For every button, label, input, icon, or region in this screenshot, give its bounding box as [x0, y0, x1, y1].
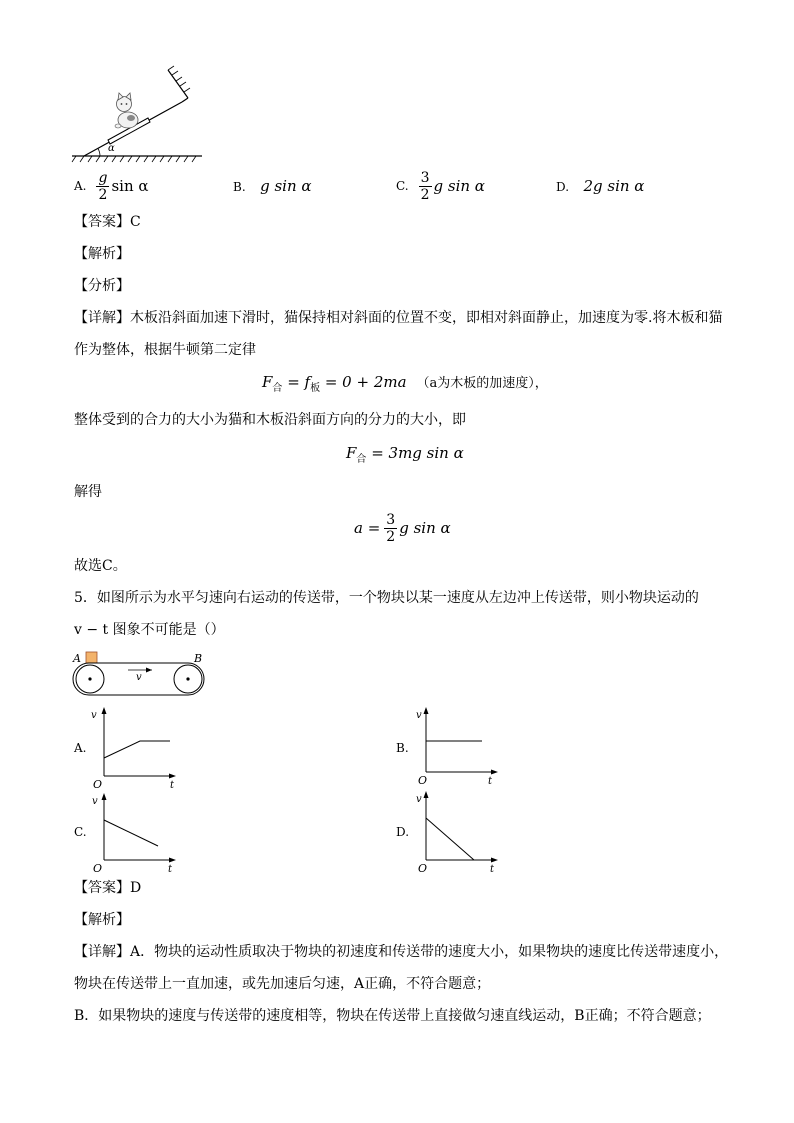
belt-label-b: B	[194, 652, 203, 665]
answer-tag: 【答案】	[74, 880, 130, 896]
fraction	[419, 170, 432, 203]
q5-stem-line1: 5．如图所示为水平匀速向右运动的传送带，一个物块以某一速度从左边冲上传送带，则小物块运动的	[74, 590, 699, 606]
q5-analysis-tag: 【解析】	[74, 912, 130, 928]
q5-stem-line2: v − t 图象不可能是（）	[74, 622, 225, 638]
axis-v-label: v	[416, 794, 422, 805]
answer-value: C	[130, 214, 141, 230]
equation-3	[354, 508, 451, 548]
eq-subscript: 合	[356, 454, 367, 465]
eq-subscript: 板	[310, 383, 321, 394]
option-letter: B.	[233, 180, 246, 194]
axis-origin-label: O	[93, 862, 103, 874]
q5-detail-a2: 物块在传送带上一直加速，或先加速后匀速，A正确，不符合题意；	[74, 976, 491, 992]
fraction-numerator: 3	[420, 169, 430, 186]
q5-answer	[74, 878, 141, 898]
eq-rhs: g sin α	[399, 519, 451, 537]
axis-origin-label: O	[418, 862, 428, 872]
vt-curve	[426, 818, 474, 860]
fraction-denominator: 2	[98, 186, 108, 203]
detail-tag: 【详解】	[74, 944, 130, 960]
belt-label-a: A	[73, 652, 81, 665]
q4-answer	[74, 212, 141, 232]
fraction-denominator: 2	[420, 186, 430, 203]
q4-detail-line2: 作为整体，根据牛顿第二定律	[74, 342, 256, 358]
vt-curve	[104, 741, 170, 758]
angle-label: α	[108, 143, 115, 154]
eq-subscript: 合	[272, 383, 283, 394]
belt-velocity-label: v	[136, 672, 142, 683]
axis-v-label: v	[416, 710, 422, 721]
option-letter: C.	[396, 179, 409, 193]
graph-b-letter: B.	[396, 741, 409, 755]
eq-symbol: F	[262, 373, 273, 391]
eq-rhs: = 3mg sin α	[366, 444, 464, 462]
incline-cat-figure	[70, 60, 210, 165]
option-expr: g sin α	[433, 177, 485, 195]
graph-d	[410, 788, 502, 872]
eq-note: （a为木板的加速度），	[416, 376, 548, 391]
eq-symbol: = f	[282, 373, 311, 391]
q4-detail-line1	[74, 308, 722, 328]
equation-2	[346, 444, 464, 465]
axis-t-label: t	[170, 780, 175, 788]
axis-origin-label: O	[93, 778, 103, 788]
conveyor-belt-figure	[70, 648, 210, 700]
block	[86, 652, 97, 663]
axis-origin-label: O	[418, 774, 428, 787]
fraction-numerator: g	[98, 169, 108, 186]
answer-tag: 【答案】	[74, 214, 130, 230]
fraction-denominator: 2	[386, 528, 396, 545]
axis-t-label: t	[488, 776, 493, 787]
graph-b	[410, 704, 502, 788]
option-expr: sin α	[111, 177, 149, 195]
cat-icon	[115, 93, 138, 128]
option-a	[74, 168, 149, 204]
option-expr: g sin α	[260, 177, 312, 195]
q4-jiede: 解得	[74, 484, 102, 500]
axis-t-label: t	[490, 864, 495, 872]
fraction-numerator: 3	[386, 511, 396, 528]
graph-c-letter: C.	[74, 825, 87, 839]
q4-guxuan: 故选C。	[74, 558, 127, 574]
option-c	[396, 168, 485, 204]
axis-t-label: t	[168, 864, 173, 874]
axis-v-label: v	[92, 796, 98, 807]
axis-v-label: v	[91, 710, 97, 721]
option-d	[556, 176, 644, 197]
option-letter: D.	[556, 180, 570, 194]
vt-curve	[104, 820, 158, 846]
detail-tag: 【详解】	[74, 310, 130, 326]
q4-analysis-tag: 【解析】	[74, 246, 130, 262]
option-letter: A.	[74, 179, 87, 193]
detail-text: 木板沿斜面加速下滑时，猫保持相对斜面的位置不变，即相对斜面静止，加速度为零.将木板和猫	[130, 310, 723, 326]
q4-fenxi-tag: 【分析】	[74, 278, 130, 294]
detail-text: A．物块的运动性质取决于物块的初速度和传送带的速度大小，如果物块的速度比传送带速度小，	[130, 944, 729, 960]
graph-d-letter: D.	[396, 825, 410, 839]
graph-c	[88, 790, 180, 874]
option-b	[233, 176, 312, 197]
answer-value: D	[130, 880, 142, 896]
option-expr: 2g sin α	[583, 177, 645, 195]
equation-1	[262, 372, 548, 394]
graph-a-letter: A.	[74, 741, 87, 755]
fraction	[96, 170, 109, 203]
eq-rhs: = 0 + 2ma	[320, 373, 407, 391]
q5-detail-b: B．如果物块的速度与传送带的速度相等，物块在传送带上直接做匀速直线运动，B正确；不符合题意；	[74, 1008, 711, 1024]
fraction	[384, 512, 397, 545]
graph-a	[88, 704, 180, 788]
eq-symbol: F	[346, 444, 357, 462]
q4-line3: 整体受到的合力的大小为猫和木板沿斜面方向的分力的大小，即	[74, 412, 466, 428]
eq-lhs: a =	[354, 519, 381, 537]
q5-detail-a1	[74, 942, 728, 962]
